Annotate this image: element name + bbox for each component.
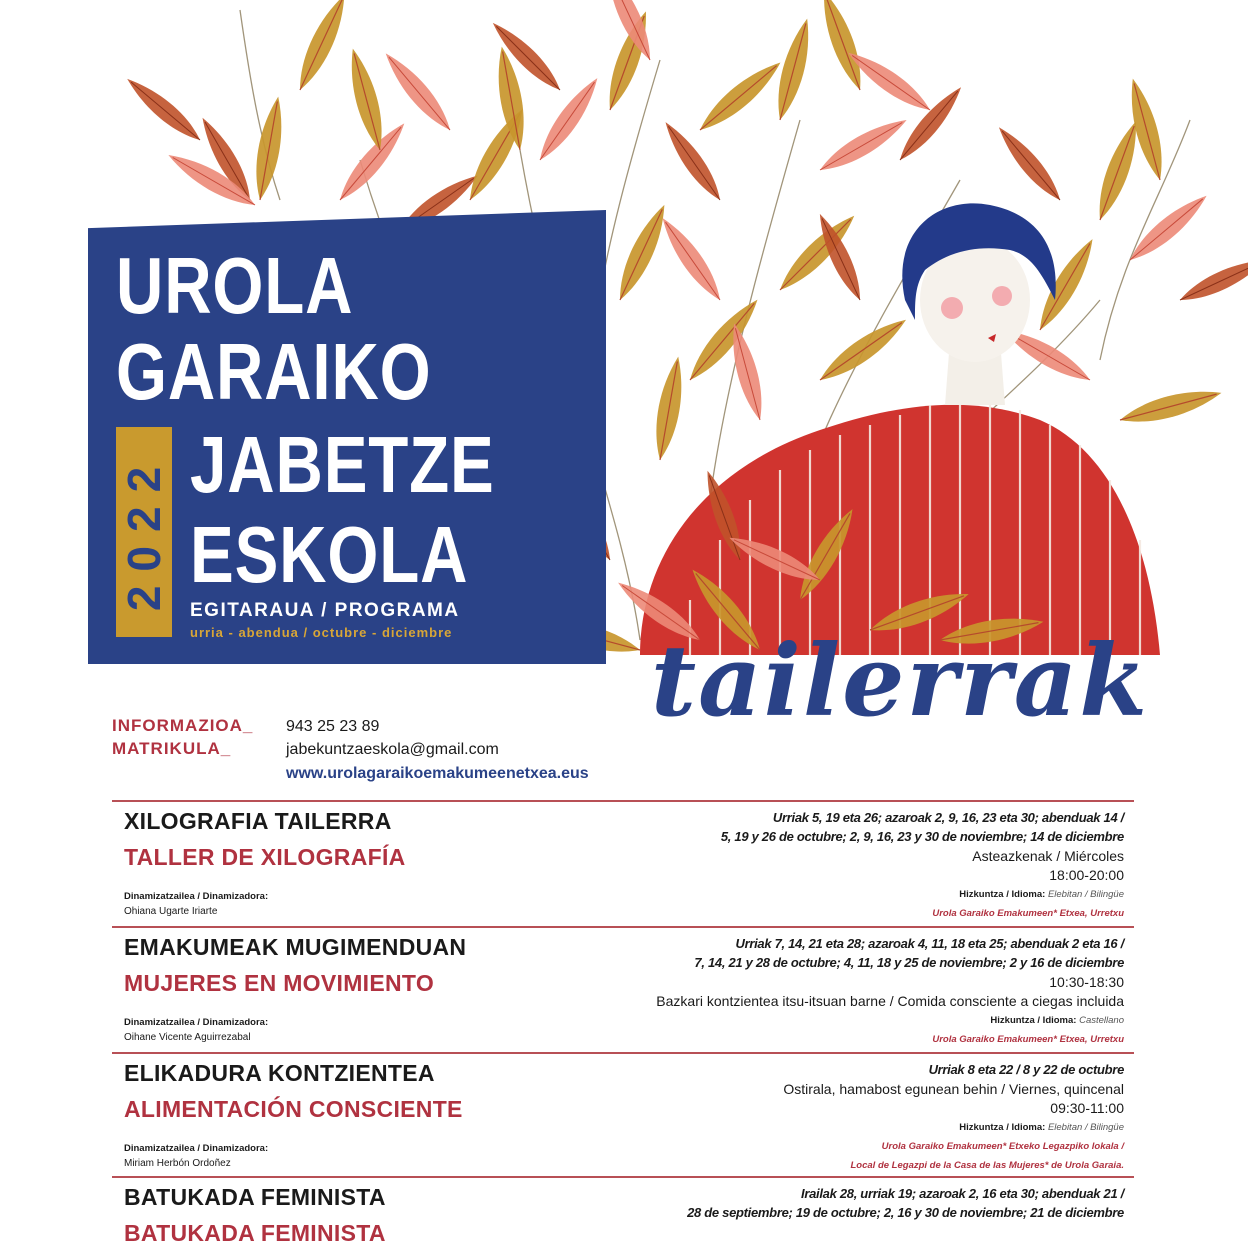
schedule-dates: 7, 14, 21 y 28 de octubre; 4, 11, 18 y 25 de noviembre; 2 y 16 de diciembre xyxy=(694,955,1124,970)
venue-line: Local de Legazpi de la Casa de las Mujeres* de Urola Garaia. xyxy=(850,1160,1124,1171)
facilitator-role-label: Dinamizatzailea / Dinamizadora: xyxy=(124,891,269,902)
workshop-title: ELIKADURA KONTZIENTEA xyxy=(124,1060,435,1086)
venue-line: Urola Garaiko Emakumeen* Etxeko Legazpiko lokala / xyxy=(881,1141,1124,1152)
schedule-dates: Urriak 7, 14, 21 eta 28; azaroak 4, 11, 18 eta 25; abenduak 2 eta 16 / xyxy=(735,936,1124,951)
schedule-detail: Bazkari kontzientea itsu-itsuan barne / Comida consciente a ciegas incluida xyxy=(656,993,1124,1009)
title-line-2: GARAIKO xyxy=(116,327,432,416)
workshop-divider xyxy=(112,1176,1134,1178)
language-label: Hizkuntza / Idioma: xyxy=(990,1015,1077,1026)
schedule-dates: 5, 19 y 26 de octubre; 2, 9, 16, 23 y 30 de noviembre; 14 de diciembre xyxy=(720,829,1124,844)
title-line-3: JABETZE xyxy=(190,420,495,509)
workshop-subtitle: ALIMENTACIÓN CONSCIENTE xyxy=(124,1096,463,1122)
schedule-dates: Irailak 28, urriak 19; azaroak 2, 16 eta 30; abenduak 21 / xyxy=(801,1186,1124,1201)
schedule-dates: 28 de septiembre; 19 de octubre; 2, 16 y 30 de noviembre; 21 de diciembre xyxy=(687,1205,1124,1220)
schedule-dates: Urriak 8 eta 22 / 8 y 22 de octubre xyxy=(928,1062,1124,1077)
registration-label: MATRIKULA_ xyxy=(112,739,232,758)
language-label: Hizkuntza / Idioma: xyxy=(959,1122,1046,1133)
facilitator-name: Miriam Herbón Ordoñez xyxy=(124,1158,231,1169)
workshop-divider xyxy=(112,1052,1134,1054)
phone-number[interactable]: 943 25 23 89 xyxy=(286,718,380,735)
schedule-dates: Urriak 5, 19 eta 26; azaroak 2, 9, 16, 23 eta 30; abenduak 14 / xyxy=(772,810,1124,825)
venue-line: Urola Garaiko Emakumeen* Etxea, Urretxu xyxy=(932,908,1124,919)
facilitator-name: Oihane Vicente Aguirrezabal xyxy=(124,1032,251,1043)
program-subtitle: EGITARAUA / PROGRAMA xyxy=(190,600,460,621)
language-value: Castellano xyxy=(1079,1015,1124,1026)
email-link[interactable]: jabekuntzaeskola@gmail.com xyxy=(286,741,499,758)
workshop-title: XILOGRAFIA TAILERRA xyxy=(124,808,392,834)
workshop-subtitle: BATUKADA FEMINISTA xyxy=(124,1220,386,1246)
language-line xyxy=(990,1015,1124,1026)
schedule-detail: 09:30-11:00 xyxy=(1050,1100,1124,1116)
year-label-wrap xyxy=(116,427,172,637)
venue-line: Urola Garaiko Emakumeen* Etxea, Urretxu xyxy=(932,1034,1124,1045)
language-value: Elebitan / Bilingüe xyxy=(1047,889,1124,900)
workshop-title: BATUKADA FEMINISTA xyxy=(124,1184,386,1210)
workshop-subtitle: MUJERES EN MOVIMIENTO xyxy=(124,970,435,996)
schedule-detail: Ostirala, hamabost egunean behin / Viernes, quincenal xyxy=(783,1081,1124,1097)
program-dates: urria - abendua / octubre - diciembre xyxy=(190,625,453,640)
language-value: Elebitan / Bilingüe xyxy=(1047,1122,1124,1133)
language-line xyxy=(959,1122,1124,1133)
schedule-detail: 10:30-18:30 xyxy=(1049,974,1124,990)
schedule-detail: Asteazkenak / Miércoles xyxy=(972,848,1124,864)
facilitator-role-label: Dinamizatzailea / Dinamizadora: xyxy=(124,1143,269,1154)
workshop-subtitle: TALLER DE XILOGRAFÍA xyxy=(124,844,406,870)
workshop-divider xyxy=(112,926,1134,928)
info-label: INFORMAZIOA_ xyxy=(112,716,254,735)
website-link[interactable]: www.urolagaraikoemakumeenetxea.eus xyxy=(286,765,589,782)
facilitator-name: Ohiana Ugarte Iriarte xyxy=(124,906,218,917)
workshop-divider xyxy=(112,800,1134,802)
workshop-title: EMAKUMEAK MUGIMENDUAN xyxy=(124,934,467,960)
facilitator-role-label: Dinamizatzailea / Dinamizadora: xyxy=(124,1017,269,1028)
script-title: tailerrak xyxy=(650,624,1150,739)
year-label: 2022 xyxy=(118,452,170,612)
language-label: Hizkuntza / Idioma: xyxy=(959,889,1046,900)
title-line-1: UROLA xyxy=(116,241,354,330)
schedule-detail: 18:00-20:00 xyxy=(1049,867,1124,883)
title-line-4: ESKOLA xyxy=(190,510,469,599)
language-line xyxy=(959,889,1124,900)
